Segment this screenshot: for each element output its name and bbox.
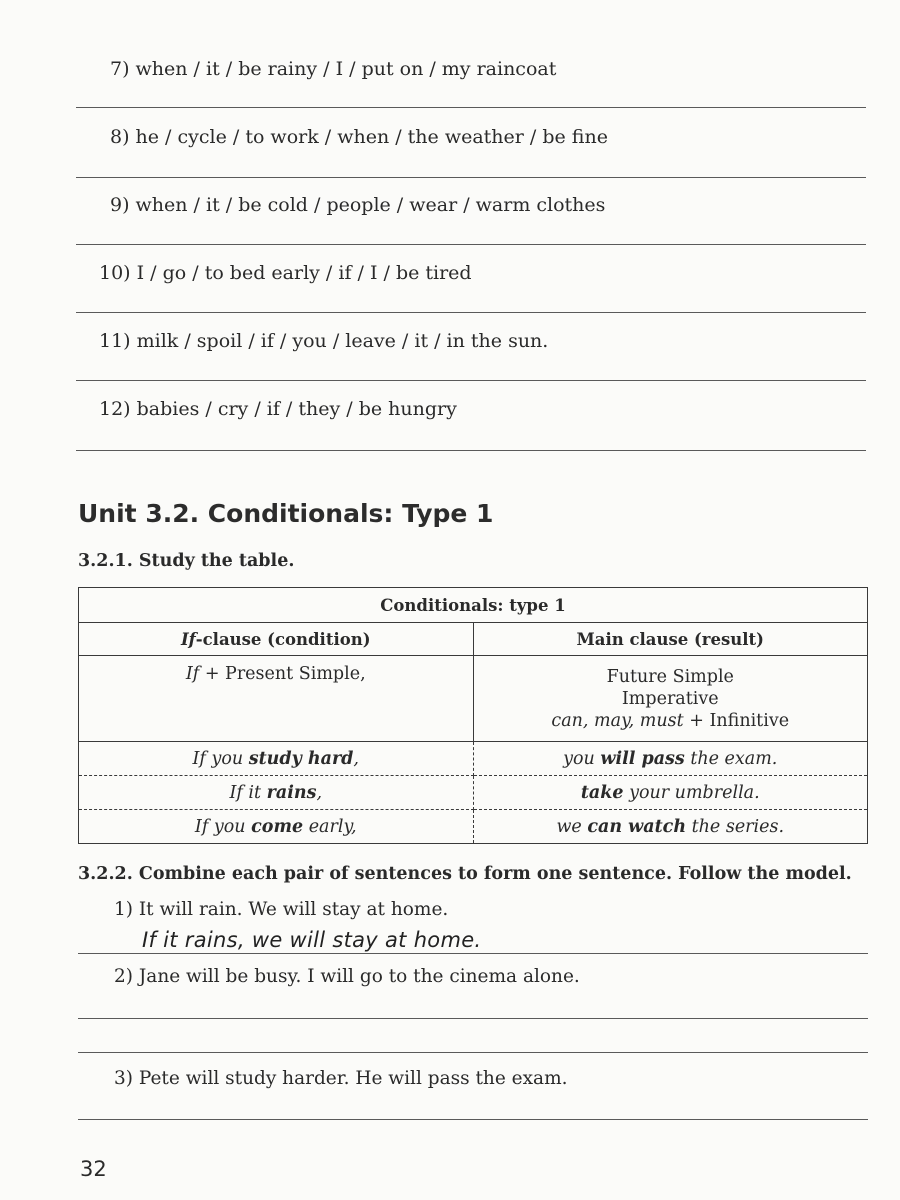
answer-line[interactable] xyxy=(76,380,866,381)
answer-line[interactable] xyxy=(78,953,868,954)
exercise-item-9: 9) when / it / be cold / people / wear / warm clothes xyxy=(110,194,606,216)
task-3-2-2-instruction xyxy=(78,864,852,884)
example-if-1-post: , xyxy=(353,748,359,769)
example-if-1-pre: If you xyxy=(192,748,249,769)
example-result-3-pre: we xyxy=(556,816,588,837)
page-number: 32 xyxy=(80,1157,107,1181)
exercise-item-12: 12) babies / cry / if / they / be hungry xyxy=(99,398,457,420)
answer-line[interactable] xyxy=(76,312,866,313)
table-title: Conditionals: type 1 xyxy=(79,588,868,623)
exercise-item-10: 10) I / go / to bed early / if / I / be tired xyxy=(99,262,472,284)
example-result-3 xyxy=(473,810,868,844)
answer-line[interactable] xyxy=(78,1119,868,1120)
example-result-3-bold: can watch xyxy=(587,816,687,837)
header-if-word: If xyxy=(180,629,196,649)
example-result-1-pre: you xyxy=(563,748,601,769)
example-if-2-bold: rains xyxy=(266,782,317,803)
answer-line[interactable] xyxy=(76,244,866,245)
formula-if-word: If xyxy=(185,664,200,684)
example-result-2 xyxy=(473,776,868,810)
combine-item-1: 1) It will rain. We will stay at home. xyxy=(114,899,449,920)
exercise-item-7: 7) when / it / be rainy / I / put on / my raincoat xyxy=(110,58,557,80)
combine-item-2: 2) Jane will be busy. I will go to the cinema alone. xyxy=(114,966,580,987)
example-if-3 xyxy=(79,810,474,844)
task-number: 3.2.1. xyxy=(78,551,133,571)
example-if-2-pre: If it xyxy=(229,782,267,803)
formula-result-1: Future Simple xyxy=(606,666,734,687)
header-main-clause: Main clause (result) xyxy=(473,623,868,656)
example-row-1 xyxy=(79,742,868,776)
exercise-item-11: 11) milk / spoil / if / you / leave / it / in the sun. xyxy=(99,330,549,352)
example-result-1-post: the exam. xyxy=(684,748,778,769)
answer-line[interactable] xyxy=(76,177,866,178)
combine-item-3: 3) Pete will study harder. He will pass the exam. xyxy=(114,1068,568,1089)
answer-line[interactable] xyxy=(76,450,866,451)
header-if-clause xyxy=(79,623,474,656)
header-if-rest: -clause (condition) xyxy=(195,629,371,649)
task-text: Study the table. xyxy=(138,551,295,571)
example-result-2-bold: take xyxy=(580,782,624,803)
conditionals-table xyxy=(78,587,868,844)
example-if-1-bold: study hard xyxy=(248,748,354,769)
example-if-3-bold: come xyxy=(251,816,304,837)
example-row-3 xyxy=(79,810,868,844)
formula-if-clause xyxy=(79,656,474,742)
formula-modals-rest: + Infinitive xyxy=(689,710,790,731)
formula-result-3 xyxy=(474,710,868,732)
example-if-1 xyxy=(79,742,474,776)
model-answer: If it rains, we will stay at home. xyxy=(142,928,482,952)
task-text: Combine each pair of sentences to form one sentence. Follow the model. xyxy=(138,864,852,884)
example-if-3-post: early, xyxy=(303,816,357,837)
formula-main-clause xyxy=(473,656,868,742)
formula-result-2: Imperative xyxy=(621,688,719,709)
task-number: 3.2.2. xyxy=(78,864,133,884)
example-if-2-post: , xyxy=(316,782,323,803)
formula-modals: can, may, must xyxy=(551,710,684,731)
example-if-3-pre: If you xyxy=(194,816,252,837)
unit-heading: Unit 3.2. Conditionals: Type 1 xyxy=(78,499,494,528)
answer-line[interactable] xyxy=(76,107,866,108)
exercise-item-8: 8) he / cycle / to work / when / the weather / be fine xyxy=(110,126,608,148)
example-row-2 xyxy=(79,776,868,810)
table-title-row xyxy=(79,588,868,623)
task-3-2-1-instruction xyxy=(78,551,294,571)
example-result-1-bold: will pass xyxy=(600,748,685,769)
example-result-2-post: your umbrella. xyxy=(623,782,760,803)
table-header-row xyxy=(79,623,868,656)
example-result-1 xyxy=(473,742,868,776)
answer-line[interactable] xyxy=(78,1052,868,1053)
example-result-3-post: the series. xyxy=(686,816,785,837)
formula-if-rest: + Present Simple, xyxy=(204,664,366,684)
example-if-2 xyxy=(79,776,474,810)
table-formula-row xyxy=(79,656,868,742)
answer-line[interactable] xyxy=(78,1018,868,1019)
